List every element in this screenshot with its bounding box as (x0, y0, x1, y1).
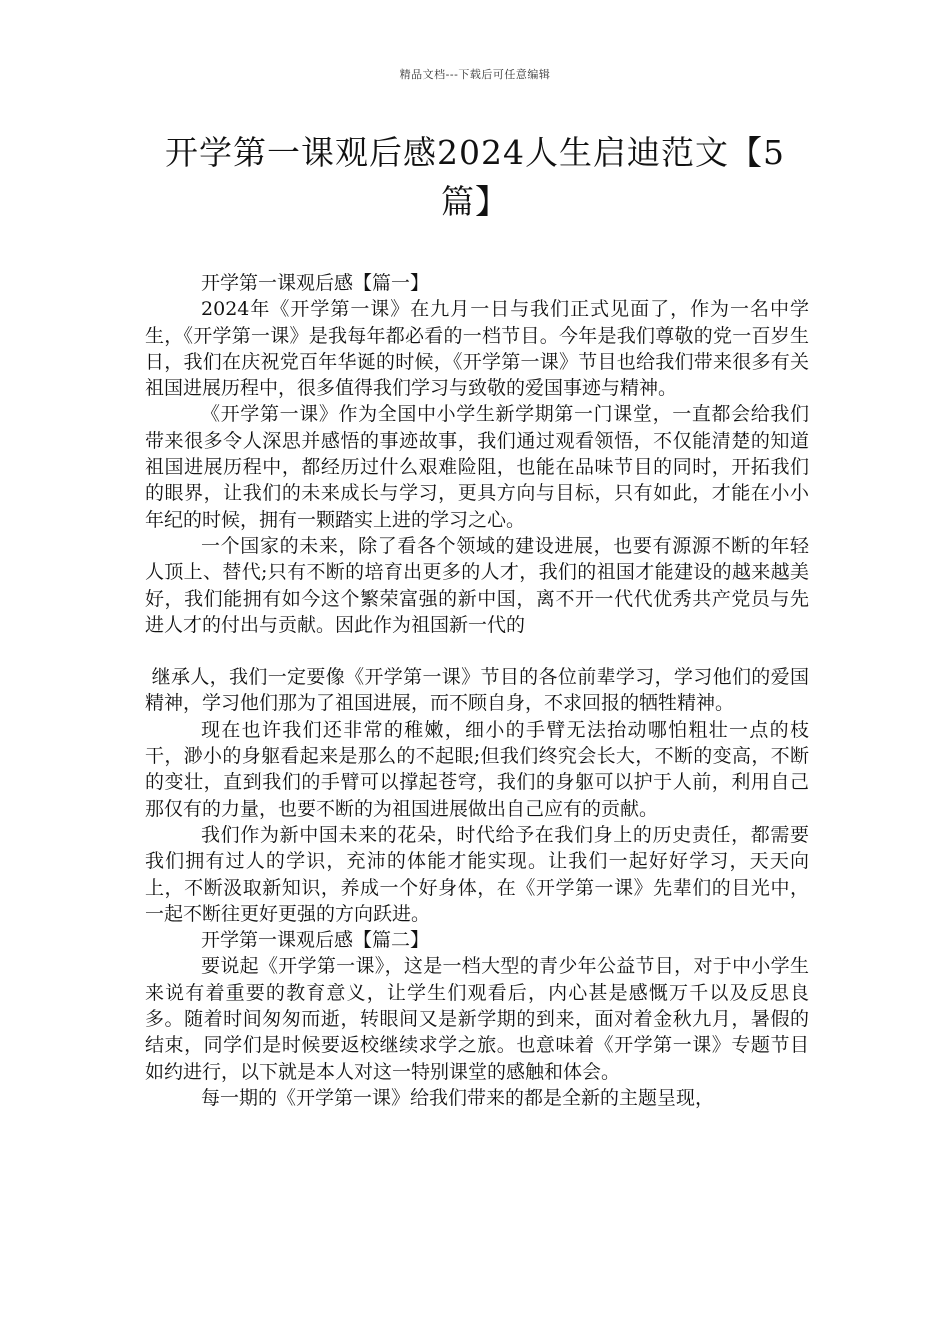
paragraph: 要说起《开学第一课》，这是一档大型的青少年公益节目，对于中小学生来说有着重要的教育意义，让学生们观看后，内心甚是感慨万千以及反思良多。随着时间匆匆而逝，转眼间又是新学期的到来，面对着金秋九月，暑假的结束，同学们是时候要返校继续求学之旅。也意味着《开学第一课》专题节目如约进行，以下就是本人对这一特别课堂的感触和体会。 (145, 955, 809, 1083)
paragraph: 一个国家的未来，除了看各个领域的建设进展，也要有源源不断的年轻人顶上、替代;只有不断的培育出更多的人才，我们的祖国才能建设的越来越美好，我们能拥有如今这个繁荣富强的新中国，离不开一代代优秀共产党员与先进人才的付出与贡献。因此作为祖国新一代的 (145, 534, 809, 636)
section-heading: 开学第一课观后感【篇一】 (201, 272, 430, 294)
document-title: 开学第一课观后感2024人生启迪范文【5篇】 (165, 133, 785, 221)
paragraph: 2024年《开学第一课》在九月一日与我们正式见面了，作为一名中学生，《开学第一课》是我每年都必看的一档节目。今年是我们尊敬的党一百岁生日，我们在庆祝党百年华诞的时候，《开学第一课》节目也给我们带来很多有关祖国进展历程中，很多值得我们学习与致敬的爱国事迹与精神。 (145, 298, 809, 400)
paragraph: 继承人，我们一定要像《开学第一课》节目的各位前辈学习，学习他们的爱国精神，学习他们那为了祖国进展，而不顾自身，不求回报的牺牲精神。 (145, 666, 809, 715)
paragraph: 每一期的《开学第一课》给我们带来的都是全新的主题呈现， (201, 1086, 715, 1109)
paragraph: 现在也许我们还非常的稚嫩，细小的手臂无法抬动哪怕粗壮一点的枝干，渺小的身躯看起来是那么的不起眼;但我们终究会长大，不断的变高，不断的变壮，直到我们的手臂可以撑起苍穹，我们的身躯可以护于人前，利用自己那仅有的力量，也要不断的为祖国进展做出自己应有的贡献。 (145, 718, 809, 820)
document-body (145, 270, 809, 1111)
section-heading: 开学第一课观后感【篇二】 (201, 929, 430, 952)
header-note: 精品文档---下载后可任意编辑 (399, 68, 551, 81)
paragraph: 我们作为新中国未来的花朵，时代给予在我们身上的历史责任，都需要我们拥有过人的学识，充沛的体能才能实现。让我们一起好好学习，天天向上，不断汲取新知识，养成一个好身体，在《开学第一课》先辈们的目光中，一起不断往更好更强的方向跃进。 (145, 823, 809, 925)
paragraph: 《开学第一课》作为全国中小学生新学期第一门课堂，一直都会给我们带来很多令人深思并感悟的事迹故事，我们通过观看领悟，不仅能清楚的知道祖国进展历程中，都经历过什么艰难险阻，也能在品味节目的同时，开拓我们的眼界，让我们的未来成长与学习，更具方向与目标，只有如此，才能在小小年纪的时候，拥有一颗踏实上进的学习之心。 (145, 403, 809, 531)
